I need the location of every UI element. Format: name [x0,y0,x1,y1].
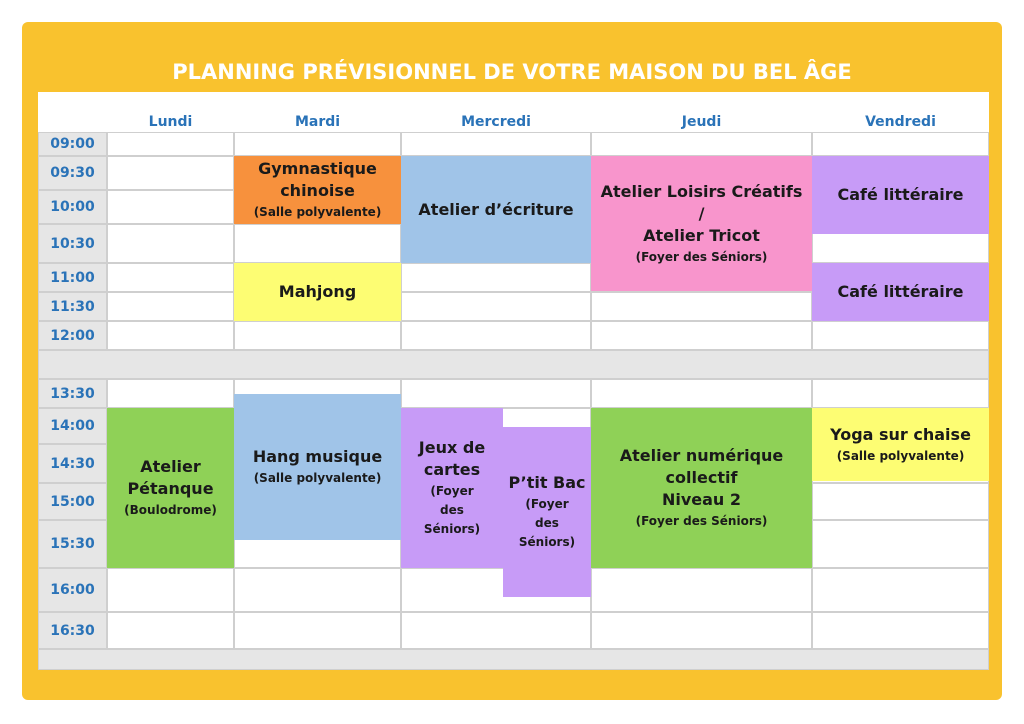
grid-cell [401,612,591,649]
grid-cell [234,132,401,156]
grid-cell [234,568,401,612]
grid-cell [591,568,812,612]
grid-cell [812,612,989,649]
event-title: Atelier numérique collectif Niveau 2 [619,446,784,509]
grid-cell [107,224,234,263]
grid-cell [107,612,234,649]
grid-cell [812,379,989,408]
event-hang-musique[interactable] [234,394,401,540]
event-title: Atelier d’écriture [418,199,574,219]
event-title: Café littéraire [837,185,964,204]
event-title: Atelier Loisirs Créatifs / Atelier Tricot [600,181,803,245]
grid-cell [107,568,234,612]
day-header-mercredi: Mercredi [461,114,531,130]
event-location: (Boulodrome) [124,503,217,517]
event-location: (Foyer des Séniors) [635,249,768,264]
event-ptit-bac[interactable] [503,427,591,597]
grid-cell [591,612,812,649]
grid-cell [107,190,234,224]
day-header-jeudi: Jeudi [681,114,722,130]
event-title: Hang musique [252,447,383,466]
time-label: 11:00 [38,263,107,292]
page-title: PLANNING PRÉVISIONNEL DE VOTRE MAISON DU BEL ÂGE [172,60,852,84]
grid-cell [107,156,234,190]
event-atelier-petanque[interactable] [107,408,234,568]
grid-cell [401,292,591,321]
event-title: Gymnastique chinoise [258,159,377,200]
event-title: P’tit Bac [508,473,586,492]
grid-cell [107,263,234,292]
grid-cell [107,132,234,156]
grid-cell [812,520,989,568]
day-header-mardi: Mardi [294,114,341,130]
time-label: 11:30 [38,292,107,321]
grid-cell [812,321,989,350]
event-cafe-litteraire-2[interactable] [812,263,989,321]
event-location: (Foyer des Séniors) [635,514,768,528]
day-header-vendredi: Vendredi [865,114,936,130]
time-label: 16:30 [38,612,107,649]
time-label: 14:00 [38,408,107,444]
grid-cell [234,321,401,350]
time-label: 16:00 [38,568,107,612]
time-label: 14:30 [38,444,107,483]
time-label: 09:00 [38,132,107,156]
event-jeux-de-cartes[interactable] [401,408,503,568]
event-atelier-loisirs-creatifs[interactable] [591,156,812,291]
grid-cell [107,321,234,350]
event-title: Atelier Pétanque [127,457,214,498]
grid-cell [591,379,812,408]
grid-cell [234,224,401,263]
time-label: 09:30 [38,156,107,190]
grid-cell [401,321,591,350]
time-label: 10:00 [38,190,107,224]
grid-cell [401,132,591,156]
event-location: (Salle polyvalente) [253,205,382,219]
event-mahjong[interactable] [234,263,401,321]
time-label: 13:30 [38,379,107,408]
event-location: (Salle polyvalente) [253,471,382,485]
grid-cell [591,321,812,350]
event-title: Jeux de cartes [418,438,486,479]
day-header-lundi: Lundi [148,114,193,130]
bottom-band [38,649,989,670]
event-gymnastique-chinoise[interactable] [234,156,401,224]
grid-cell [591,132,812,156]
event-location: (Foyer des Séniors) [423,484,481,536]
lunch-break-band [38,350,989,379]
grid-cell [812,568,989,612]
grid-cell [591,292,812,321]
event-atelier-numerique[interactable] [591,408,812,568]
grid-cell [107,292,234,321]
time-label: 10:30 [38,224,107,263]
event-cafe-litteraire-1[interactable] [812,156,989,234]
grid-cell [401,379,591,408]
time-label: 15:00 [38,483,107,520]
grid-cell [401,263,591,292]
event-location: (Foyer des Séniors) [518,497,576,549]
grid-cell [812,483,989,520]
event-yoga-sur-chaise[interactable] [812,408,989,481]
event-atelier-ecriture[interactable] [401,156,591,263]
grid-cell [812,132,989,156]
event-location: (Salle polyvalente) [836,448,965,463]
grid-cell [107,379,234,408]
time-label: 12:00 [38,321,107,350]
event-title: Café littéraire [837,282,964,301]
grid-cell [234,612,401,649]
event-title: Mahjong [278,282,357,301]
time-label: 15:30 [38,520,107,568]
event-title: Yoga sur chaise [830,424,971,444]
